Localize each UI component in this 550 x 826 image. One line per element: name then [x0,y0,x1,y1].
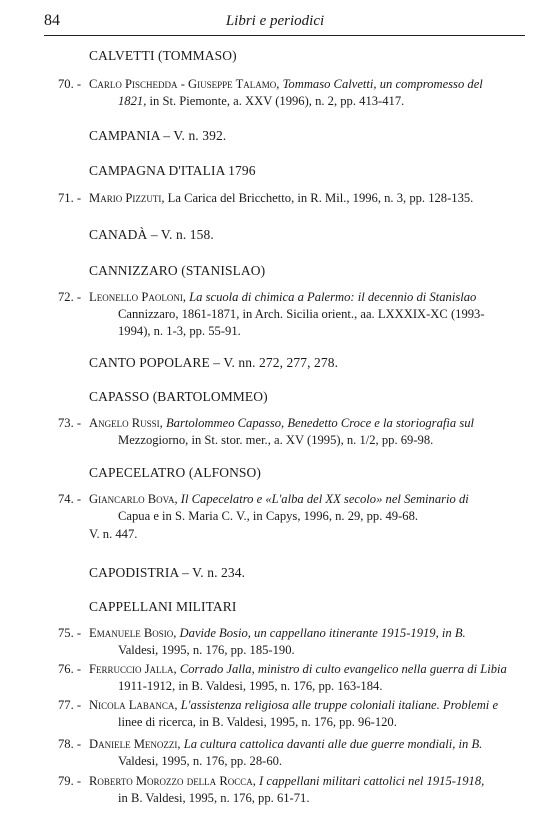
entry-author: Angelo Russi, [89,416,163,430]
section-heading: CAMPANIA – V. n. 392. [89,128,227,143]
entry-author: Ferruccio Jalla, [89,662,177,676]
entry-number: 77. - [58,698,82,712]
entry-citation: Valdesi, 1995, n. 176, pp. 185-190. [118,643,295,657]
entry-author: Giancarlo Bova, [89,492,178,506]
section-heading: CANADÀ – V. n. 158. [89,227,214,242]
entry-citation: 1911-1912, in B. Valdesi, 1995, n. 176, pp. 163-184. [118,679,383,693]
entry-number: 71. - [58,191,82,205]
entry-number: 72. - [58,290,82,304]
entry-number: 73. - [58,416,82,430]
entry-title: La scuola di chimica a Palermo: il decennio di Stanislao [189,290,477,304]
entry-citation: in St. Piemonte, a. XXV (1996), n. 2, pp. 413-417. [149,94,405,108]
section-heading: CANTO POPOLARE – V. nn. 272, 277, 278. [89,355,339,370]
bibliography-entry [58,625,528,659]
entry-title: Davide Bosio, un cappellano itinerante 1915-1919, in B. [179,626,466,640]
entry-title: Il Capecelatro e «L'alba del XX secolo» nel Seminario di [180,492,469,506]
entry-citation: Capua e in S. Maria C. V., in Capys, 1996, n. 29, pp. 49-68. [118,509,419,523]
bibliography-entry [58,661,528,695]
entry-title: La cultura cattolica davanti alle due guerre mondiali, in B. [183,737,483,751]
section-heading: CAPASSO (BARTOLOMMEO) [89,389,268,404]
running-title: Libri e periodici [225,13,325,29]
section-heading: CAPODISTRIA – V. n. 234. [89,565,246,580]
section-heading: CALVETTI (TOMMASO) [89,48,237,63]
entry-citation-cont: 1994), n. 1-3, pp. 55-91. [118,324,241,338]
entry-author: Daniele Menozzi, [89,737,181,751]
entry-citation: La Carica del Bricchetto, in R. Mil., 1996, n. 3, pp. 128-135. [167,191,474,205]
entry-title-cont: 1821, [118,94,147,108]
bibliography-entry [58,190,528,207]
section-heading: CANNIZZARO (STANISLAO) [89,263,266,278]
entry-number: 78. - [58,737,82,751]
section-heading: CAPECELATRO (ALFONSO) [89,465,261,480]
header-rule [44,35,525,36]
entry-number: 76. - [58,662,82,676]
entry-author: Carlo Pischedda - Giuseppe Talamo, [89,77,280,91]
entry-title: I cappellani militari cattolici nel 1915-1918, [259,774,485,788]
entry-citation: Valdesi, 1995, n. 176, pp. 28-60. [118,754,283,768]
see-also-reference: V. n. 447. [89,527,138,541]
entry-number: 74. - [58,492,82,506]
entry-author: Mario Pizzuti, [89,191,165,205]
entry-number: 79. - [58,774,82,788]
entry-title: L'assistenza religiosa alle truppe coloniali italiane. Problemi e [180,698,499,712]
bibliography-entry [58,736,528,770]
entry-author: Nicola Labanca, [89,698,178,712]
section-heading: CAMPAGNA D'ITALIA 1796 [89,163,256,178]
entry-title: Tommaso Calvetti, un compromesso del [282,77,483,91]
entry-title: Corrado Jalla, ministro di culto evangelico nella guerra di Libia [179,662,507,676]
entry-author: Emanuele Bosio, [89,626,177,640]
page-number: 84 [44,12,60,29]
bibliography-entry [58,76,528,110]
bibliography-entry [58,415,528,449]
entry-author: Leonello Paoloni, [89,290,186,304]
bibliography-entry [58,491,528,525]
entry-number: 70. - [58,77,82,91]
entry-citation: Cannizzaro, 1861-1871, in Arch. Sicilia orient., aa. LXXXIX-XC (1993- [118,307,485,321]
entry-citation: linee di ricerca, in B. Valdesi, 1995, n. 176, pp. 96-120. [118,715,397,729]
bibliography-entry [58,289,528,340]
entry-title: Bartolommeo Capasso, Benedetto Croce e la storiografia sul [165,416,475,430]
entry-author: Roberto Morozzo della Rocca, [89,774,256,788]
section-heading: CAPPELLANI MILITARI [89,599,237,614]
bibliography-entry [58,773,528,807]
entry-number: 75. - [58,626,82,640]
bibliography-entry [58,697,528,731]
entry-citation: in B. Valdesi, 1995, n. 176, pp. 61-71. [118,791,310,805]
entry-citation: Mezzogiorno, in St. stor. mer., a. XV (1995), n. 1/2, pp. 69-98. [118,433,434,447]
